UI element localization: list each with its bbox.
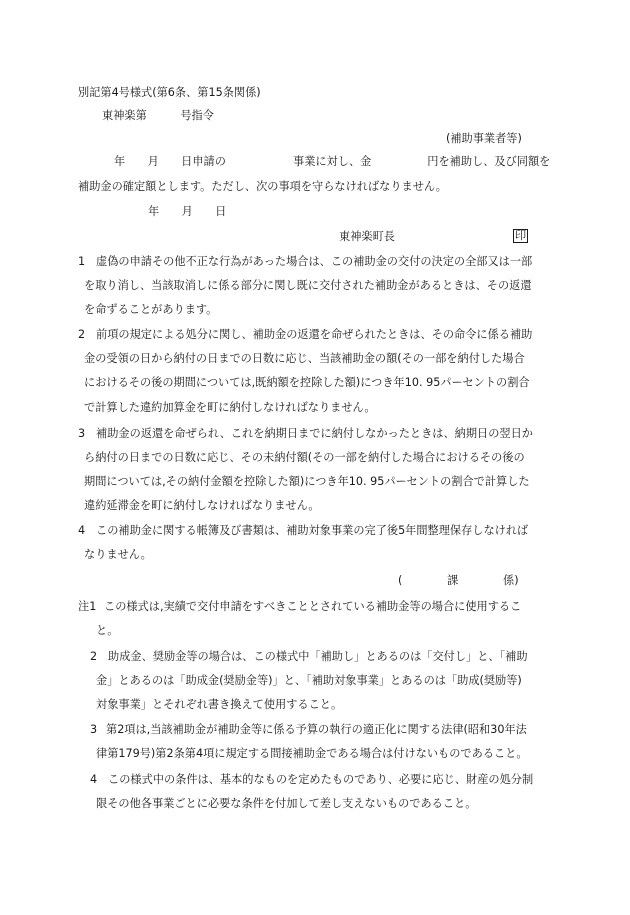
condition-line: ら納付の日までの日数に応じ、その未納付額(その一部を納付した場合におけるその後の — [84, 451, 525, 464]
condition-line: 金の受領の日から納付の日までの日数に応じ、当該補助金の額(その一部を納付した場合 — [84, 352, 525, 365]
condition-line: で計算した違約加算金を町に納付しなければなりません。 — [84, 401, 376, 414]
note-line: この様式は,実績で交付申請をすべきこととされている補助金等の場合に使用するこ — [104, 600, 522, 613]
note-number: 2 — [90, 650, 98, 663]
note-line: 第2項は,当該補助金が補助金等に係る予算の執行の適正化に関する法律(昭和30年法 — [106, 723, 527, 736]
note-line: と。 — [96, 624, 119, 637]
note-line: 助成金、奨励金等の場合は、この様式中「補助し」とあるのは「交付し」と、「補助 — [108, 650, 528, 663]
date-line: 年 月 日 — [148, 205, 227, 218]
condition-number: 3 — [78, 427, 86, 440]
condition-line: を命ずることがあります。 — [84, 303, 218, 316]
condition-number: 1 — [78, 255, 86, 268]
intro-line: 補助金の確定額とします。ただし、次の事項を守らなければなりません。 — [78, 180, 447, 193]
condition-line: 補助金の返還を命ぜられ、これを納期日までに納付しなかったときは、納期日の翌日か — [96, 427, 533, 440]
condition-number: 2 — [78, 328, 86, 341]
condition-line: なりません。 — [84, 548, 152, 561]
note-line: 限その他各事業ごとに必要な条件を付加して差し支えないものであること。 — [96, 797, 477, 810]
condition-number: 4 — [78, 524, 86, 537]
condition-line: 違約延滞金を町に納付しなければなりません。 — [84, 499, 320, 512]
order-number: 東神楽第 号指令 — [102, 109, 214, 122]
intro-line: 年 月 日申請の 事業に対し、金 円を補助し、及び同額を — [114, 155, 551, 168]
form-label: 別記第4号様式(第6条、第15条関係) — [78, 86, 261, 99]
condition-line: 虚偽の申請その他不正な行為があった場合は、この補助金の交付の決定の全部又は一部 — [96, 255, 533, 268]
seal-mark: 印 — [515, 229, 527, 242]
note-line: 律第179号)第2条第4項に規定する間接補助金である場合は付けないものであること。 — [96, 747, 528, 760]
note-number: 注1 — [78, 600, 97, 613]
condition-line: 前項の規定による処分に関し、補助金の返還を命ぜられたときは、その命令に係る補助 — [96, 328, 533, 341]
condition-line: この補助金に関する帳簿及び書類は、補助対象事業の完了後5年間整理保存しなければ — [96, 524, 529, 537]
note-line: 金」とあるのは「助成金(奨励金等)」と、「補助対象事業」とあるのは「助成(奨励等) — [96, 674, 522, 687]
contact-section: ( 課 係) — [398, 574, 519, 587]
condition-line: におけるその後の期間については,既納額を控除した額)につき年10. 95パーセントの割合 — [84, 376, 530, 389]
note-number: 3 — [90, 723, 98, 736]
note-line: この様式中の条件は、基本的なものを定めたものであり、必要に応じ、財産の処分制 — [108, 773, 534, 786]
note-line: 対象事業」とそれぞれ書き換えて使用すること。 — [96, 698, 343, 711]
note-number: 4 — [90, 773, 98, 786]
addressee: (補助事業者等) — [446, 132, 522, 145]
condition-line: を取り消し、当該取消しに係る部分に関し既に交付された補助金があるときは、その返還 — [84, 279, 532, 292]
condition-line: 期間については,その納付金額を控除した額)につき年10. 95パーセントの割合で計算した — [84, 475, 530, 488]
issuer: 東神楽町長 — [339, 230, 395, 243]
